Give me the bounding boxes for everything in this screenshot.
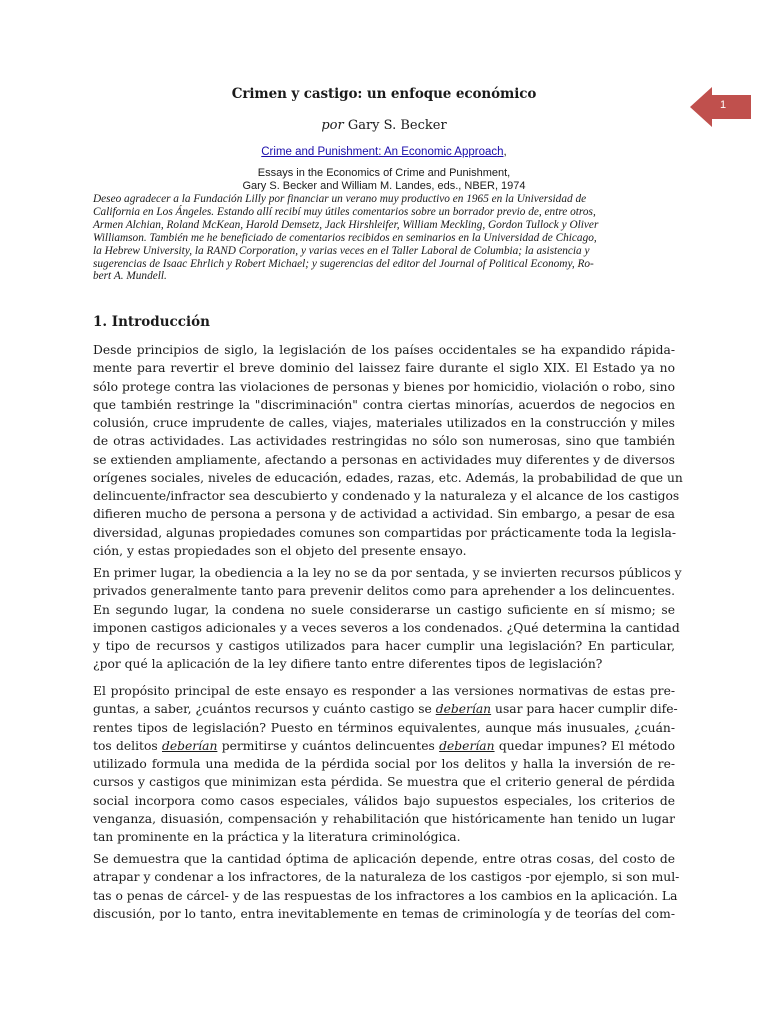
text-run: quedar impunes? El método — [494, 738, 675, 753]
citation-line-1: Essays in the Economics of Crime and Punishment, — [257, 167, 511, 179]
text-line: sólo protege contra las violaciones de personas y bienes por homicidio, violación o robo, sino — [93, 379, 675, 394]
text-run: usar para hacer cumplir dife- — [491, 702, 678, 717]
acknowledgement-note — [93, 193, 675, 283]
text-line: rentes tipos de legislación? Puesto en términos equivalentes, aunque más inusuales, ¿cuán- — [93, 720, 675, 735]
text-line: diversidad, algunas propiedades comunes son compartidas por prácticamente toda la legisla- — [93, 525, 677, 540]
text-run: tos delitos — [93, 738, 162, 753]
author-name: Gary S. Becker — [347, 118, 447, 133]
text-line: En segundo lugar, la condena no suele considerarse un castigo suficiente en sí mismo; se — [93, 602, 675, 617]
document-title: Crimen y castigo: un enfoque económico — [231, 86, 537, 102]
text-line: ción, y estas propiedades son el objeto del presente ensayo. — [93, 543, 467, 558]
page-number-badge — [690, 87, 751, 127]
text-line: Desde principios de siglo, la legislación de los países occidentales se ha expandido rápida- — [93, 343, 675, 357]
text-line: Se demuestra que la cantidad óptima de aplicación depende, entre otras cosas, del costo de — [93, 852, 675, 866]
text-line: utilizado formula una medida de la pérdida social por los delitos y halla la inversión de re- — [93, 757, 675, 771]
text-line — [93, 700, 678, 718]
section-heading: 1. Introducción — [93, 314, 210, 330]
text-line: imponen castigos adicionales y a veces severos a los condenados. ¿Qué determina la cantidad — [93, 620, 680, 635]
text-line: y tipo de recursos y castigos utilizados para hacer cumplir una legislación? En particular, — [93, 639, 675, 653]
source-link-suffix: , — [503, 146, 507, 158]
text-line: El propósito principal de este ensayo es responder a las versiones normativas de estas pre- — [93, 684, 675, 698]
ack-line: Williamson. También me he beneficiado de comentarios recibidos en seminarios en la Universidad de Chicago, — [93, 231, 597, 244]
paragraph-1 — [93, 341, 683, 560]
text-line: social incorpora como casos especiales, válidos bajo supuestos especiales, los criterios de — [93, 793, 675, 808]
ack-line: sugerencias de Isaac Ehrlich y Robert Michael; y sugerencias del editor del Journal of Political Economy, Ro- — [93, 257, 594, 270]
text-line: de otras actividades. Las actividades restringidas no sólo son numerosas, sino que también — [93, 434, 675, 449]
text-line: atrapar y condenar a los infractores, de la naturaleza de los castigos -por ejemplo, si son mul- — [93, 870, 680, 885]
text-line: que también restringe la "discriminación" contra ciertas minorías, acuerdos de negocios en — [93, 397, 675, 412]
paragraph-3 — [93, 682, 678, 846]
text-run: guntas, a saber, ¿cuántos recursos y cuánto castigo se — [93, 702, 436, 717]
author-line — [93, 118, 675, 133]
text-line: cursos y castigos que minimizan esta pérdida. Se muestra que el criterio general de pérdida — [93, 775, 675, 790]
ack-line: Armen Alchian, Roland McKean, Harold Demsetz, Jack Hirshleifer, William Meckling, Gordon Tullock y Oliver — [93, 218, 599, 231]
text-line: se extienden ampliamente, afectando a personas en actividades muy diferentes y de diversos — [93, 452, 675, 467]
text-line: tas o penas de cárcel- y de las respuestas de los infractores a los cambios en la aplicación. La — [93, 888, 678, 903]
ack-line: Deseo agradecer a la Fundación Lilly por financiar un verano muy productivo en 1965 en la Universidad de — [93, 193, 587, 205]
text-line: En primer lugar, la obediencia a la ley no se da por sentada, y se invierten recursos públicos y — [93, 566, 682, 580]
ack-line: bert A. Mundell. — [93, 270, 167, 283]
emphasis-deberian: deberían — [162, 738, 218, 753]
text-line — [93, 737, 675, 755]
ack-line: la Hebrew University, la RAND Corporation, y varias veces en el Taller Laboral de Columbia; la asistencia y — [93, 244, 590, 257]
citation-line-2: Gary S. Becker and William M. Landes, eds., NBER, 1974 — [242, 180, 526, 192]
emphasis-deberian: deberían — [439, 738, 495, 753]
text-line: venganza, disuasión, compensación y rehabilitación que históricamente han tenido un lugar — [93, 811, 675, 826]
paragraph-4 — [93, 850, 680, 923]
text-line: difieren mucho de persona a persona y de actividad a actividad. Sin embargo, a pesar de esa — [93, 507, 675, 522]
text-line: discusión, por lo tanto, entra inevitablemente en temas de criminología y de teorías del com- — [93, 906, 675, 921]
text-line: privados generalmente tanto para prevenir delitos como para aprehender a los delincuentes. — [93, 584, 675, 599]
text-line: delincuente/infractor sea descubierto y condenado y la naturaleza y el alcance de los castigos — [93, 489, 680, 503]
text-line: tan prominente en la práctica y la literatura criminológica. — [93, 830, 461, 844]
citation-block — [93, 167, 675, 193]
source-link[interactable]: Crime and Punishment: An Economic Approach — [261, 146, 504, 158]
text-line: mente para revertir el breve dominio del laissez faire durante el siglo XIX. El Estado ya no — [93, 361, 675, 376]
text-line: orígenes sociales, niveles de educación, edades, razas, etc. Además, la probabilidad de que un — [93, 470, 683, 485]
ack-line: California en Los Ángeles. Estando allí recibí muy útiles comentarios sobre un borrador previo de, entre otros, — [93, 205, 596, 218]
text-run: permitirse y cuántos delincuentes — [217, 738, 440, 753]
paragraph-2 — [93, 564, 682, 674]
source-link-line — [93, 146, 675, 158]
emphasis-deberian: deberían — [435, 702, 492, 717]
text-line: ¿por qué la aplicación de la ley difiere tanto entre diferentes tipos de legislación? — [93, 657, 603, 672]
text-line: colusión, cruce imprudente de calles, viajes, materiales utilizados en la construcción y miles — [93, 416, 675, 430]
page-number: 1 — [720, 99, 727, 111]
author-prefix: por — [321, 118, 344, 133]
